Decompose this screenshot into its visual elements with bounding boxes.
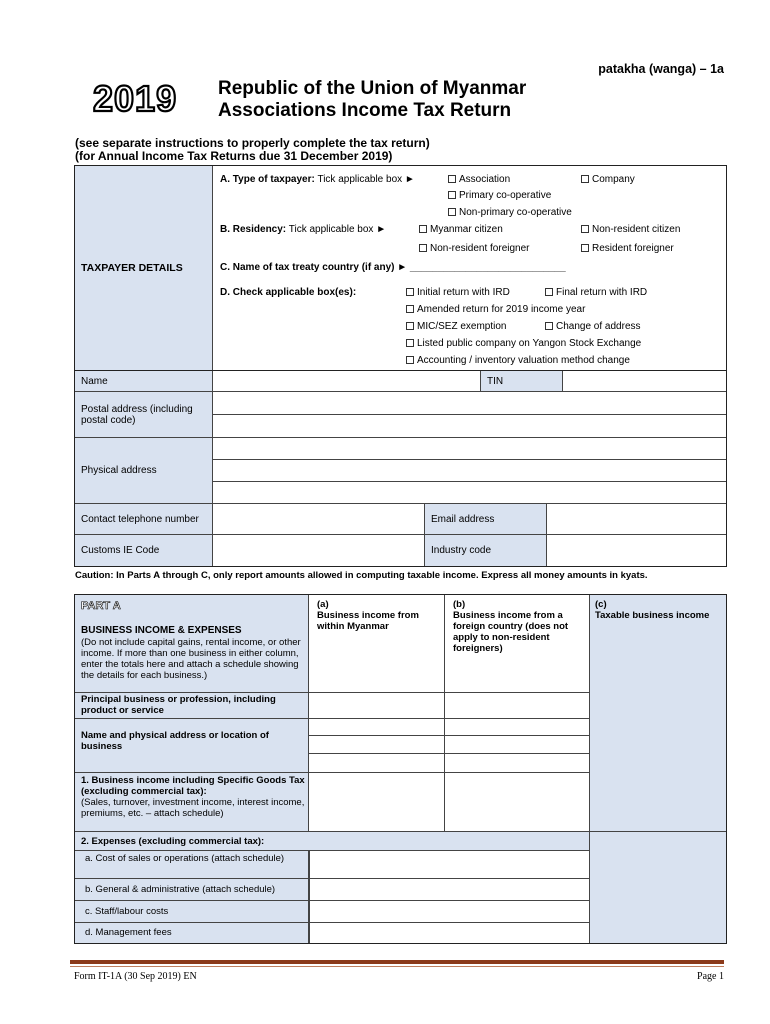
checkbox-accounting-change[interactable]: Accounting / inventory valuation method change <box>406 355 630 366</box>
instruction-line-1: (see separate instructions to properly complete the tax return) <box>75 136 430 150</box>
item-2d-label: d. Management fees <box>85 927 172 938</box>
email-input[interactable] <box>547 504 726 535</box>
postal-address-line-1[interactable] <box>213 392 726 415</box>
title-line-2: Associations Income Tax Return <box>218 100 512 121</box>
checkbox-icon <box>406 339 414 347</box>
column-b-header: (b) Business income from a foreign country (does not apply to non-resident foreigners) <box>453 599 569 654</box>
part-a-title: PART A <box>81 600 121 612</box>
phone-label: Contact telephone number <box>81 514 199 525</box>
checkbox-icon <box>406 305 414 313</box>
business-address-label: Name and physical address or location of business <box>81 730 269 752</box>
item-2c-label: c. Staff/labour costs <box>85 906 169 917</box>
footer-rule <box>70 960 724 964</box>
physical-label-cell <box>75 438 213 504</box>
customs-label: Customs IE Code <box>81 545 160 556</box>
item-1-label: 1. Business income including Specific Goods Tax (excluding commercial tax): (Sales, turnover, investment income, interest income, premiums, etc. – attach schedule) <box>81 775 305 819</box>
item-1-col-b-input[interactable] <box>445 773 588 830</box>
checkbox-icon <box>581 175 589 183</box>
business-address-input[interactable] <box>310 719 588 772</box>
checkbox-listed-company[interactable]: Listed public company on Yangon Stock Exchange <box>406 338 641 349</box>
checkbox-non-primary-cooperative[interactable]: Non-primary co-operative <box>448 207 572 218</box>
checkbox-resident-foreigner[interactable]: Resident foreigner <box>581 243 674 254</box>
checkbox-icon <box>419 244 427 252</box>
footer-page-number: Page 1 <box>697 971 724 982</box>
checkbox-non-resident-citizen[interactable]: Non-resident citizen <box>581 224 680 235</box>
check-boxes-label: D. Check applicable box(es): <box>220 287 357 298</box>
tin-label-cell <box>481 371 563 392</box>
checkbox-change-of-address[interactable]: Change of address <box>545 321 641 332</box>
checkbox-icon <box>419 225 427 233</box>
checkbox-mic-sez-exemption[interactable]: MIC/SEZ exemption <box>406 321 506 332</box>
checkbox-initial-return[interactable]: Initial return with IRD <box>406 287 510 298</box>
item-2d-input[interactable] <box>310 923 588 943</box>
checkbox-non-resident-foreigner[interactable]: Non-resident foreigner <box>419 243 530 254</box>
item-2b-label: b. General & administrative (attach schedule) <box>85 884 276 895</box>
checkbox-final-return[interactable]: Final return with IRD <box>545 287 647 298</box>
footer-form-id: Form IT-1A (30 Sep 2019) EN <box>74 971 197 982</box>
footer-rule-thin <box>70 966 724 967</box>
checkbox-icon <box>581 225 589 233</box>
name-input[interactable] <box>213 371 481 392</box>
part-a-heading: BUSINESS INCOME & EXPENSES <box>81 625 242 636</box>
treaty-country-field[interactable]: C. Name of tax treaty country (if any) ► ____________________________ <box>220 262 566 273</box>
industry-input[interactable] <box>547 535 726 566</box>
checkbox-icon <box>448 191 456 199</box>
checkbox-primary-cooperative[interactable]: Primary co-operative <box>448 190 551 201</box>
item-1-col-a-input[interactable] <box>310 773 443 830</box>
item-2-label: 2. Expenses (excluding commercial tax): <box>81 836 265 847</box>
phone-input[interactable] <box>213 504 425 535</box>
instruction-line-2: (for Annual Income Tax Returns due 31 December 2019) <box>75 149 393 163</box>
identity-fields-section <box>74 370 727 567</box>
industry-label-cell <box>425 535 547 566</box>
name-label-cell <box>75 371 213 392</box>
caution-note: Caution: In Parts A through C, only report amounts allowed in computing taxable income. Express all money amounts in kyats. <box>75 570 648 581</box>
taxpayer-details-label: TAXPAYER DETAILS <box>81 262 183 274</box>
year-label: 2019 <box>93 78 178 119</box>
form-title <box>218 78 526 122</box>
tin-label: TIN <box>487 376 504 387</box>
checkbox-company[interactable]: Company <box>581 174 635 185</box>
name-label: Name <box>81 376 108 387</box>
customs-label-cell <box>75 535 213 566</box>
checkbox-icon <box>406 288 414 296</box>
physical-address-label: Physical address <box>81 465 157 476</box>
item-2b-input[interactable] <box>310 879 588 900</box>
form-code: patakha (wanga) – 1a <box>598 62 724 76</box>
phone-label-cell <box>75 504 213 535</box>
residency-label: B. Residency: Tick applicable box ► <box>220 224 387 235</box>
postal-address-line-2[interactable] <box>213 415 726 438</box>
type-of-taxpayer-label: A. Type of taxpayer: Tick applicable box ► <box>220 174 415 185</box>
item-2a-input[interactable] <box>310 851 588 877</box>
email-label: Email address <box>431 514 495 525</box>
email-label-cell <box>425 504 547 535</box>
part-a-note: (Do not include capital gains, rental income, or other income. If more than one business in either column, enter the totals here and attach a schedule showing the details for each business.) <box>81 637 301 681</box>
tin-input[interactable] <box>563 371 726 392</box>
checkbox-icon <box>581 244 589 252</box>
title-line-1: Republic of the Union of Myanmar <box>218 78 527 99</box>
physical-address-line-1[interactable] <box>213 438 726 460</box>
postal-label-cell <box>75 392 213 438</box>
customs-input[interactable] <box>213 535 425 566</box>
physical-address-line-3[interactable] <box>213 482 726 504</box>
industry-label: Industry code <box>431 545 492 556</box>
postal-address-label: Postal address (including postal code) <box>81 404 193 426</box>
checkbox-icon <box>545 288 553 296</box>
taxpayer-label-cell <box>75 166 213 370</box>
item-2a-label: a. Cost of sales or operations (attach schedule) <box>85 853 285 864</box>
checkbox-amended-return[interactable]: Amended return for 2019 income year <box>406 304 585 315</box>
physical-address-line-2[interactable] <box>213 460 726 482</box>
checkbox-icon <box>406 322 414 330</box>
part-a-table <box>74 594 727 944</box>
instructions <box>75 137 430 163</box>
checkbox-association[interactable]: Association <box>448 174 510 185</box>
checkbox-icon <box>545 322 553 330</box>
checkbox-icon <box>406 356 414 364</box>
taxpayer-details-section <box>74 165 727 371</box>
checkbox-icon <box>448 208 456 216</box>
column-c-header: (c) Taxable business income <box>595 599 710 621</box>
checkbox-myanmar-citizen[interactable]: Myanmar citizen <box>419 224 503 235</box>
principal-business-label: Principal business or profession, including product or service <box>81 694 276 716</box>
column-c-shade <box>589 595 726 943</box>
checkbox-icon <box>448 175 456 183</box>
item-2c-input[interactable] <box>310 901 588 922</box>
principal-business-input[interactable] <box>310 693 588 718</box>
column-a-header: (a) Business income from within Myanmar <box>317 599 419 632</box>
